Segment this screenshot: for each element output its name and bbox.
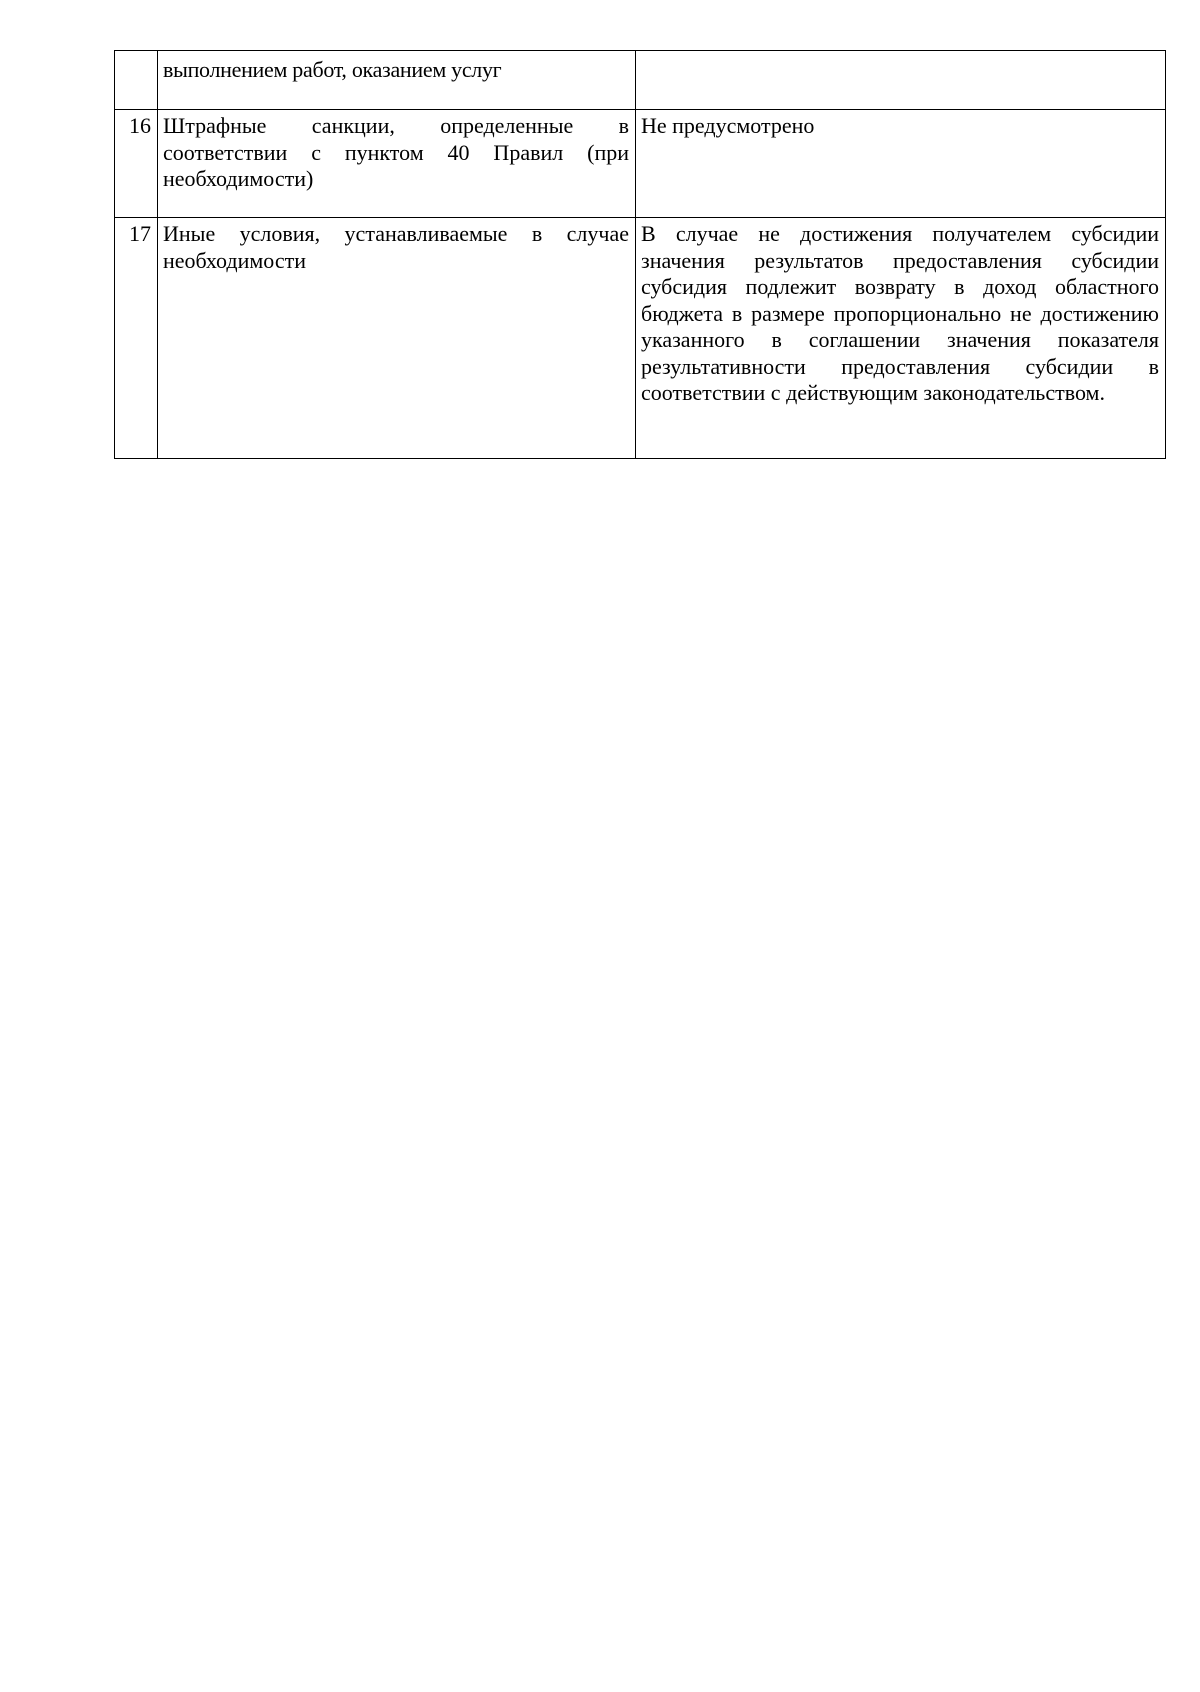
row-number: 17 — [115, 218, 158, 459]
row-condition-value: В случае не достижения получателем субсидии значения результатов предоставления субсидии субсидия подлежит возврату в доход областного бюджета в размере пропорционально не достижению указанного в соглашении значения показателя результативности предоставления субсидии в соответствии с действующим законодательством. — [636, 218, 1166, 459]
row-number: 16 — [115, 110, 158, 218]
table-row — [115, 218, 1166, 459]
row-condition-name: выполнением работ, оказанием услуг — [158, 51, 636, 110]
table-row — [115, 51, 1166, 110]
table-row — [115, 110, 1166, 218]
conditions-table — [114, 50, 1166, 459]
row-condition-name: Штрафные санкции, определенные в соответствии с пунктом 40 Правил (при необходимости) — [158, 110, 636, 218]
row-condition-value: Не предусмотрено — [636, 110, 1166, 218]
row-number — [115, 51, 158, 110]
row-condition-name: Иные условия, устанавливаемые в случае необходимости — [158, 218, 636, 459]
row-condition-value — [636, 51, 1166, 110]
